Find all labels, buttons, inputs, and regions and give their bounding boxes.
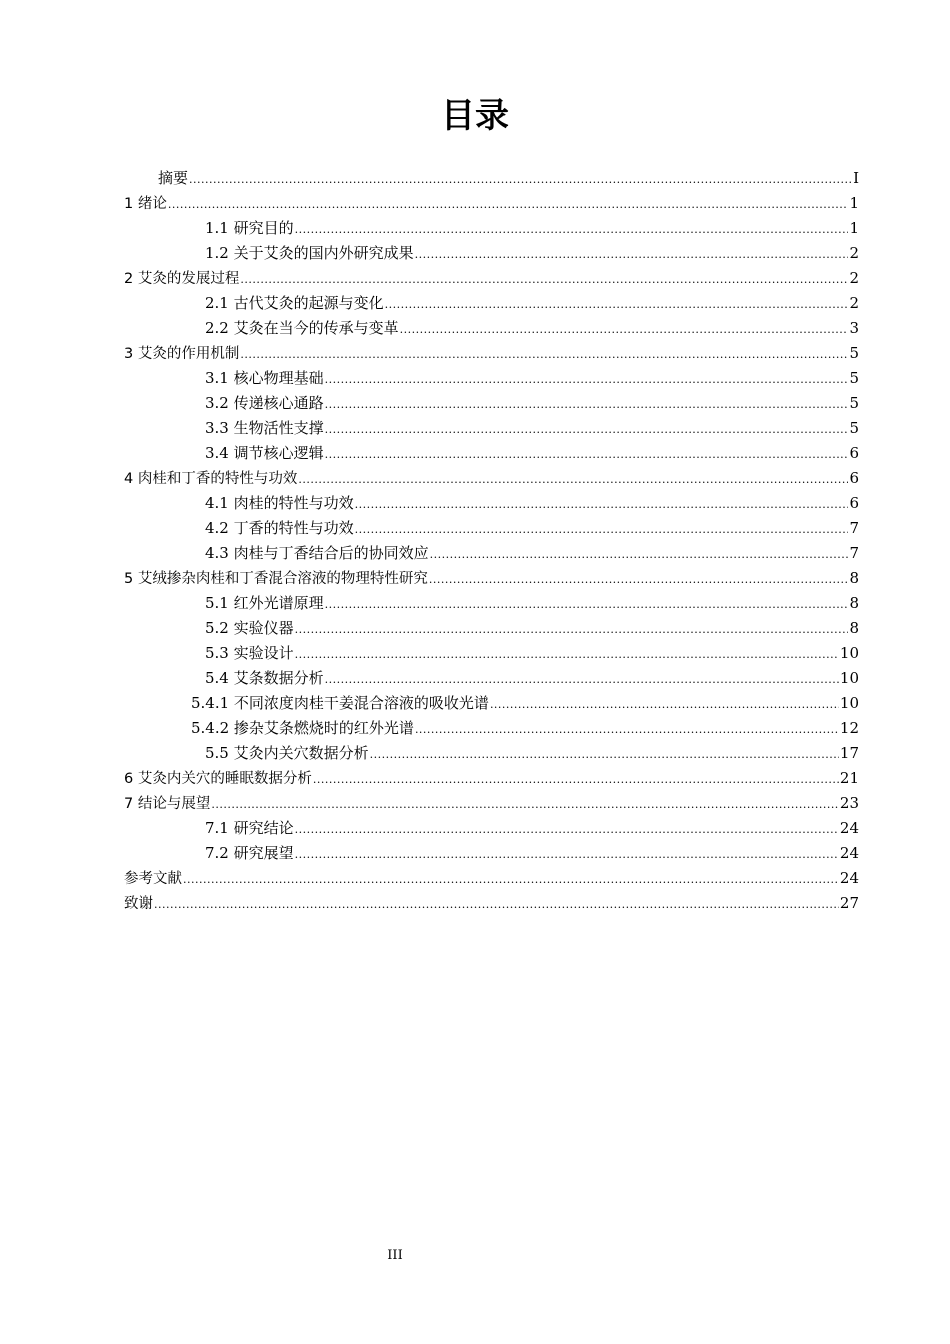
- toc-entry-section-3-1[interactable]: [205, 366, 859, 391]
- dot-leader: [313, 766, 839, 792]
- toc-entry-section-1-1[interactable]: [205, 216, 859, 241]
- dot-leader: [355, 491, 849, 517]
- page-number-footer: III: [387, 1248, 403, 1263]
- dot-leader: [355, 516, 849, 542]
- dot-leader: [325, 591, 849, 617]
- toc-entry-page: 2: [849, 294, 859, 312]
- toc-entry-page: 8: [849, 569, 859, 587]
- dot-leader: [189, 166, 852, 192]
- dot-leader: [429, 566, 849, 592]
- toc-entry-chapter-4[interactable]: [124, 466, 859, 491]
- toc-entry-chapter-7[interactable]: [124, 791, 859, 816]
- toc-entry-page: 1: [849, 219, 859, 237]
- toc-entry-section-3-2[interactable]: [205, 391, 859, 416]
- toc-entry-page: 2: [849, 244, 859, 262]
- toc-entry-label: 5.4 艾条数据分析: [205, 669, 324, 687]
- toc-entry-page: 3: [849, 319, 859, 337]
- toc-entry-section-3-3[interactable]: [205, 416, 859, 441]
- toc-entry-page: 6: [849, 494, 859, 512]
- toc-entry-page: 7: [849, 544, 859, 562]
- toc-entry-label: 参考文献: [124, 871, 182, 887]
- toc-entry-page: 8: [849, 594, 859, 612]
- toc-entry-page: 7: [849, 519, 859, 537]
- dot-leader: [400, 316, 849, 342]
- toc-entry-label: 7 结论与展望: [124, 796, 211, 812]
- toc-entry-page: 10: [839, 694, 859, 712]
- toc-entry-page: 10: [839, 644, 859, 662]
- toc-entry-section-5-2[interactable]: [205, 616, 859, 641]
- dot-leader: [385, 291, 849, 317]
- toc-entry-page: 5: [849, 344, 859, 362]
- dot-leader: [183, 866, 839, 892]
- toc-entry-label: 6 艾灸内关穴的睡眠数据分析: [124, 771, 312, 787]
- toc-entry-label: 5.4.1 不同浓度肉桂干姜混合溶液的吸收光谱: [191, 694, 489, 712]
- toc-entry-page: 27: [839, 894, 859, 912]
- toc-entry-label: 5.1 红外光谱原理: [205, 594, 324, 612]
- toc-entry-page: I: [853, 169, 859, 187]
- toc-entry-section-7-2[interactable]: [205, 841, 859, 866]
- dot-leader: [415, 241, 849, 267]
- toc-entry-page: 5: [849, 394, 859, 412]
- dot-leader: [168, 191, 849, 217]
- toc-entry-section-5-4-1[interactable]: [191, 691, 859, 716]
- toc-entry-label: 2.2 艾灸在当今的传承与变革: [205, 319, 399, 337]
- toc-entry-references[interactable]: [124, 866, 859, 891]
- toc-entry-label: 摘要: [158, 169, 189, 187]
- toc-entry-label: 致谢: [124, 896, 153, 912]
- dot-leader: [295, 816, 839, 842]
- toc-entry-abstract[interactable]: [158, 166, 859, 191]
- toc-entry-page: 21: [839, 769, 859, 787]
- dot-leader: [295, 216, 849, 242]
- dot-leader: [490, 691, 839, 717]
- dot-leader: [325, 441, 849, 467]
- toc-entry-acknowledgements[interactable]: [124, 891, 859, 916]
- toc-entry-section-7-1[interactable]: [205, 816, 859, 841]
- toc-entry-section-5-4-2[interactable]: [191, 716, 859, 741]
- toc-entry-label: 2 艾灸的发展过程: [124, 271, 240, 287]
- toc-entry-page: 10: [839, 669, 859, 687]
- toc-entry-section-5-5[interactable]: [205, 741, 859, 766]
- dot-leader: [325, 391, 849, 417]
- toc-entry-label: 2.1 古代艾灸的起源与变化: [205, 294, 384, 312]
- dot-leader: [370, 741, 839, 767]
- toc-entry-label: 4.3 肉桂与丁香结合后的协同效应: [205, 544, 429, 562]
- toc-entry-page: 6: [849, 444, 859, 462]
- toc-entry-chapter-3[interactable]: [124, 341, 859, 366]
- toc-entry-page: 24: [839, 844, 859, 862]
- toc-entry-section-3-4[interactable]: [205, 441, 859, 466]
- toc-entry-chapter-5[interactable]: [124, 566, 859, 591]
- toc-entry-page: 2: [849, 269, 859, 287]
- toc-entry-section-2-2[interactable]: [205, 316, 859, 341]
- toc-entry-page: 24: [839, 869, 859, 887]
- dot-leader: [325, 666, 839, 692]
- dot-leader: [415, 716, 839, 742]
- dot-leader: [325, 366, 849, 392]
- toc-entry-label: 3.1 核心物理基础: [205, 369, 324, 387]
- toc-entry-label: 3.3 生物活性支撑: [205, 419, 324, 437]
- toc-entry-section-1-2[interactable]: [205, 241, 859, 266]
- toc-entry-section-5-1[interactable]: [205, 591, 859, 616]
- dot-leader: [240, 341, 848, 367]
- toc-entry-label: 3 艾灸的作用机制: [124, 346, 240, 362]
- dot-leader: [295, 616, 849, 642]
- toc-entry-section-4-1[interactable]: [205, 491, 859, 516]
- toc-entry-label: 1.2 关于艾灸的国内外研究成果: [205, 244, 414, 262]
- toc-entry-chapter-2[interactable]: [124, 266, 859, 291]
- toc-entry-label: 3.4 调节核心逻辑: [205, 444, 324, 462]
- toc-entry-chapter-6[interactable]: [124, 766, 859, 791]
- dot-leader: [298, 466, 848, 492]
- toc-entry-page: 17: [839, 744, 859, 762]
- toc-entry-section-5-4[interactable]: [205, 666, 859, 691]
- toc-entry-page: 12: [839, 719, 859, 737]
- dot-leader: [240, 266, 848, 292]
- dot-leader: [211, 791, 839, 817]
- toc-entry-label: 4.1 肉桂的特性与功效: [205, 494, 354, 512]
- toc-entry-label: 5.3 实验设计: [205, 644, 294, 662]
- toc-entry-page: 23: [839, 794, 859, 812]
- toc-entry-page: 5: [849, 419, 859, 437]
- toc-entry-section-5-3[interactable]: [205, 641, 859, 666]
- toc-entry-page: 6: [849, 469, 859, 487]
- toc-entry-label: 5.5 艾灸内关穴数据分析: [205, 744, 369, 762]
- toc-entry-page: 5: [849, 369, 859, 387]
- toc-entry-label: 1.1 研究目的: [205, 219, 294, 237]
- page-title: 目录: [441, 96, 509, 136]
- toc-entry-section-4-2[interactable]: [205, 516, 859, 541]
- toc-entry-label: 5.4.2 掺杂艾条燃烧时的红外光谱: [191, 719, 414, 737]
- toc-entry-label: 1 绪论: [124, 196, 167, 212]
- toc-entry-label: 3.2 传递核心通路: [205, 394, 324, 412]
- dot-leader: [430, 541, 849, 567]
- toc-entry-label: 7.2 研究展望: [205, 844, 294, 862]
- toc-entry-page: 24: [839, 819, 859, 837]
- toc-entry-section-2-1[interactable]: [205, 291, 859, 316]
- toc-entry-label: 5.2 实验仪器: [205, 619, 294, 637]
- toc-entry-page: 8: [849, 619, 859, 637]
- toc-entry-label: 4.2 丁香的特性与功效: [205, 519, 354, 537]
- toc-entry-label: 4 肉桂和丁香的特性与功效: [124, 471, 298, 487]
- dot-leader: [154, 891, 839, 917]
- toc-entry-section-4-3[interactable]: [205, 541, 859, 566]
- toc-entry-label: 5 艾绒掺杂肉桂和丁香混合溶液的物理特性研究: [124, 571, 428, 587]
- dot-leader: [325, 416, 849, 442]
- toc-entry-label: 7.1 研究结论: [205, 819, 294, 837]
- dot-leader: [295, 641, 839, 667]
- toc-entry-page: 1: [849, 194, 859, 212]
- toc-entry-chapter-1[interactable]: [124, 191, 859, 216]
- dot-leader: [295, 841, 839, 867]
